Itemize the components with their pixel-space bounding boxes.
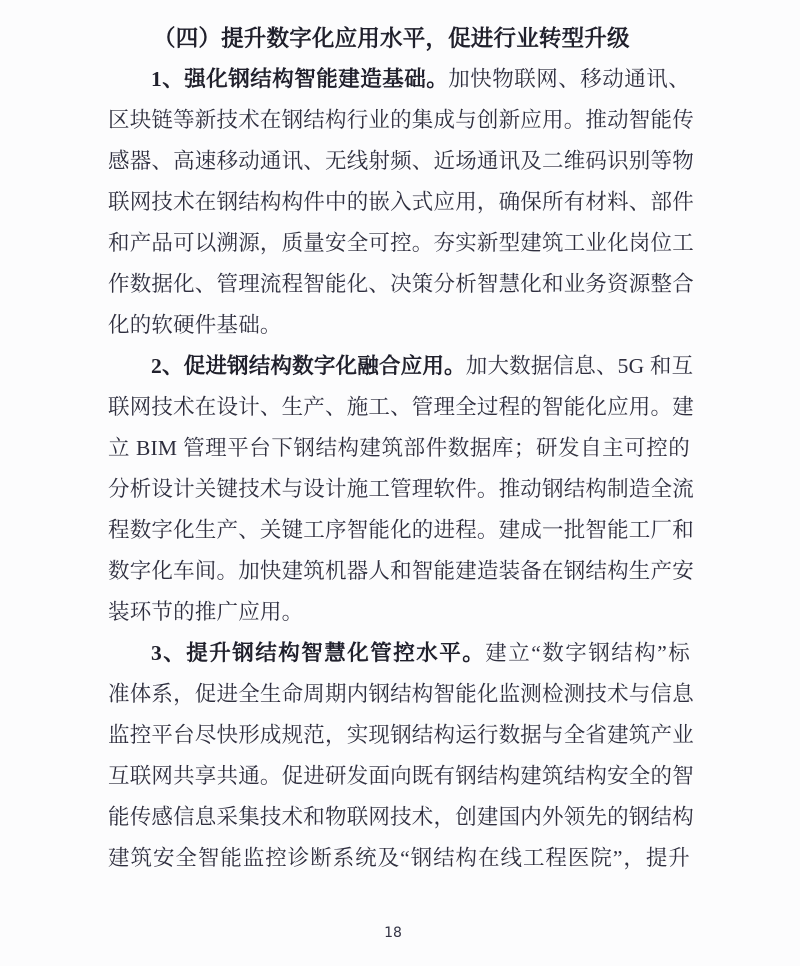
line-text: 装环节的推广应用。 [108, 600, 304, 624]
line-text: 化的软硬件基础。 [108, 313, 282, 337]
text-line [108, 141, 694, 182]
text-line [108, 715, 694, 756]
text-line [108, 346, 694, 387]
line-text: 加大数据信息、5G 和互 [465, 354, 694, 378]
line-text: 作数据化、管理流程智能化、决策分析智慧化和业务资源整合 [108, 272, 694, 296]
line-text: 建立“数字钢结构”标 [485, 641, 690, 665]
line-text: 建筑安全智能监控诊断系统及“钢结构在线工程医院”，提升 [108, 846, 690, 870]
page-number: 18 [384, 925, 402, 941]
text-line [108, 756, 694, 797]
text-line [108, 100, 694, 141]
text-line [108, 633, 690, 674]
line-text: 感器、高速移动通讯、无线射频、近场通讯及二维码识别等物 [108, 149, 694, 173]
paragraph-lead: 3、提升钢结构智慧化管控水平。 [151, 641, 486, 665]
text-line [108, 305, 690, 346]
text-line [108, 264, 694, 305]
text-line [108, 387, 694, 428]
line-text: 联网技术在设计、生产、施工、管理全过程的智能化应用。建 [108, 395, 694, 419]
paragraph-lead: 2、促进钢结构数字化融合应用。 [151, 354, 466, 378]
line-text: 加快物联网、移动通讯、 [448, 67, 690, 91]
text-line [108, 469, 694, 510]
paragraphs-container [108, 59, 694, 879]
line-text: 互联网共享共通。促进研发面向既有钢结构建筑结构安全的智 [108, 764, 694, 788]
line-text: 数字化车间。加快建筑机器人和智能建造装备在钢结构生产安 [108, 559, 694, 583]
line-text: 准体系，促进全生命周期内钢结构智能化监测检测技术与信息 [108, 682, 694, 706]
line-text: 能传感信息采集技术和物联网技术，创建国内外领先的钢结构 [108, 805, 694, 829]
text-line [108, 428, 690, 469]
text-line [108, 838, 690, 879]
text-line [108, 223, 694, 264]
line-text: 立 BIM 管理平台下钢结构建筑部件数据库；研发自主可控的 [108, 436, 690, 460]
section-heading: （四）提升数字化应用水平，促进行业转型升级 [153, 26, 630, 51]
text-line [108, 510, 694, 551]
line-text: 区块链等新技术在钢结构行业的集成与创新应用。推动智能传 [108, 108, 694, 132]
paragraph-lead: 1、强化钢结构智能建造基础。 [151, 67, 449, 91]
line-text: 监控平台尽快形成规范，实现钢结构运行数据与全省建筑产业 [108, 723, 694, 747]
text-line [108, 551, 694, 592]
line-text: 分析设计关键技术与设计施工管理软件。推动钢结构制造全流 [108, 477, 694, 501]
line-text: 程数字化生产、关键工序智能化的进程。建成一批智能工厂和 [108, 518, 694, 542]
text-line [108, 59, 690, 100]
line-text: 和产品可以溯源，质量安全可控。夯实新型建筑工业化岗位工 [108, 231, 694, 255]
text-line [108, 797, 694, 838]
document-body [108, 18, 694, 879]
text-line [108, 674, 694, 715]
text-line [108, 592, 690, 633]
line-text: 联网技术在钢结构构件中的嵌入式应用，确保所有材料、部件 [108, 190, 694, 214]
text-line [108, 182, 694, 223]
